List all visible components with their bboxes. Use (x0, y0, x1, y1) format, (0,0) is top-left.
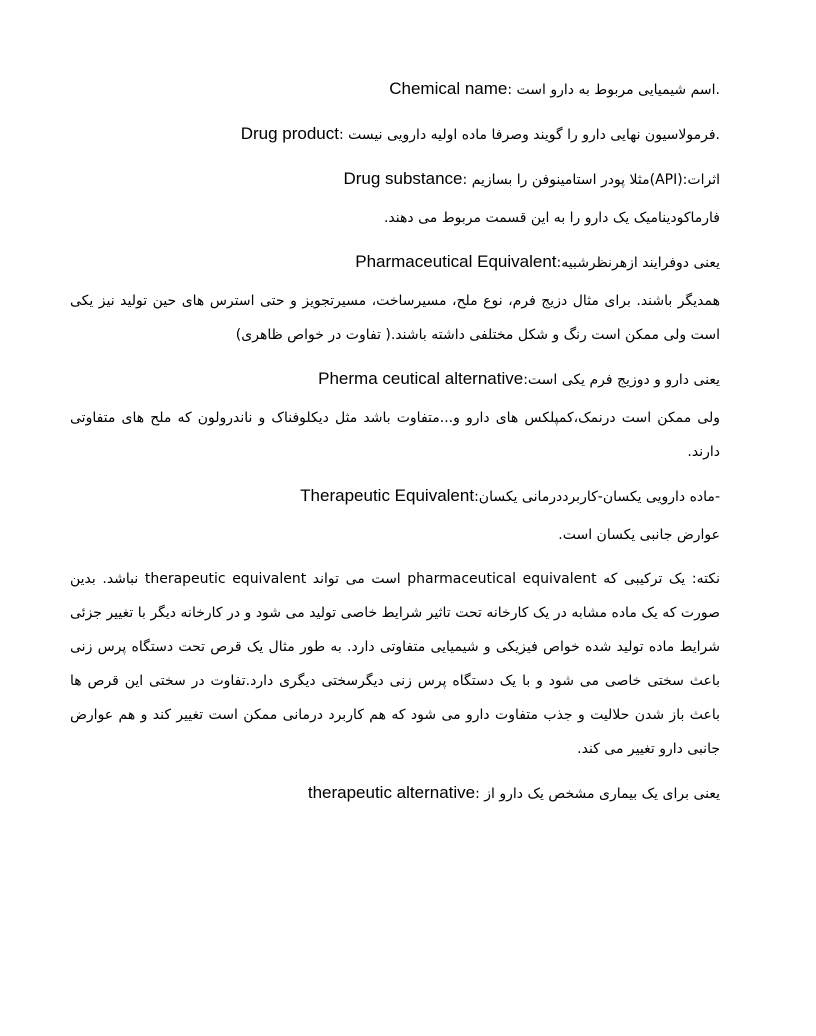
paragraph-pharmaceutical-alternative (70, 362, 720, 397)
paragraph-therapeutic-equivalent (70, 479, 720, 514)
definition-text: : یعنی برای یک بیماری مشخص یک دارو از (475, 786, 720, 802)
paragraph-drug-substance-continued (70, 201, 720, 235)
term-label: Drug substance (343, 169, 463, 188)
definition-text: عوارض جانبی یکسان است. (558, 527, 720, 543)
definition-text: ولی ممکن است درنمک،کمپلکس های دارو و...متفاوت باشد مثل دیکلوفناک و ناندرولون که ملح های متفاوتی دارند. (70, 410, 720, 460)
definition-text: : فرمولاسیون نهایی دارو را گویند وصرفا ماده اولیه دارویی نیست. (338, 127, 720, 143)
paragraph-drug-substance (70, 162, 720, 197)
definition-text: : مثلا پودر استامینوفن را بسازیم(API):اثرات (462, 172, 720, 188)
definition-text: :یعنی دارو و دوزیج فرم یکی است (523, 372, 720, 388)
term-label: Pharmaceutical Equivalent (355, 252, 557, 271)
term-label: Chemical name (389, 79, 508, 98)
definition-text: : اسم شیمیایی مربوط به دارو است. (507, 82, 720, 98)
definition-text: همدیگر باشند. برای مثال دزیج فرم، نوع ملح، مسیرساخت، مسیرتجویز و حتی استرس های حین تولید نیز یکی است ولی ممکن است رنگ و شکل مختلفی داشته باشند.( تفاوت در خواص ظاهری) (70, 293, 720, 343)
paragraph-therapeutic-alternative (70, 776, 720, 811)
definition-text: فارماکودینامیک یک دارو را به این قسمت مربوط می دهند. (383, 210, 720, 226)
definition-text: :ماده دارویی یکسان-کاربرددرمانی یکسان- (474, 489, 720, 505)
paragraph-pharmaceutical-equivalent-continued (70, 284, 720, 352)
term-label: Therapeutic Equivalent (300, 486, 475, 505)
term-label: therapeutic alternative (307, 783, 476, 802)
paragraph-pharmaceutical-equivalent (70, 245, 720, 280)
definition-text: نکته: یک ترکیبی که pharmaceutical equivalent است می تواند therapeutic equivalent نباشد. بدین صورت که یک ماده مشابه در یک کارخانه تحت تاثیر شرایط خاصی تولید می شود و در کارخانه دیگر با تغییر جزئی شرایط ماده تولید شده خواص فیزیکی و شیمیایی متفاوتی دارد. به طور مثال یک قرص تحت دستگاه پرس زنی باعث سختی خاصی می شود و با یک دستگاه پرس زنی دیگرسختی دیگری دارد.تفاوت در سختی این قرص ها باعث باز شدن حلالیت و جذب متفاوت دارو می شود که هم کاربرد درمانی ممکن است تغییر کند و هم عوارض جانبی دارو تغییر می کند. (70, 571, 720, 757)
paragraph-note (70, 562, 720, 766)
paragraph-pharmaceutical-alternative-continued (70, 401, 720, 469)
paragraph-chemical-name (70, 72, 720, 107)
paragraph-therapeutic-equivalent-continued (70, 518, 720, 552)
definition-text: :یعنی دوفرایند ازهرنظرشبیه (556, 255, 720, 271)
paragraph-drug-product (70, 117, 720, 152)
term-label: Pherma ceutical alternative (318, 369, 524, 388)
term-label: Drug product (240, 124, 339, 143)
